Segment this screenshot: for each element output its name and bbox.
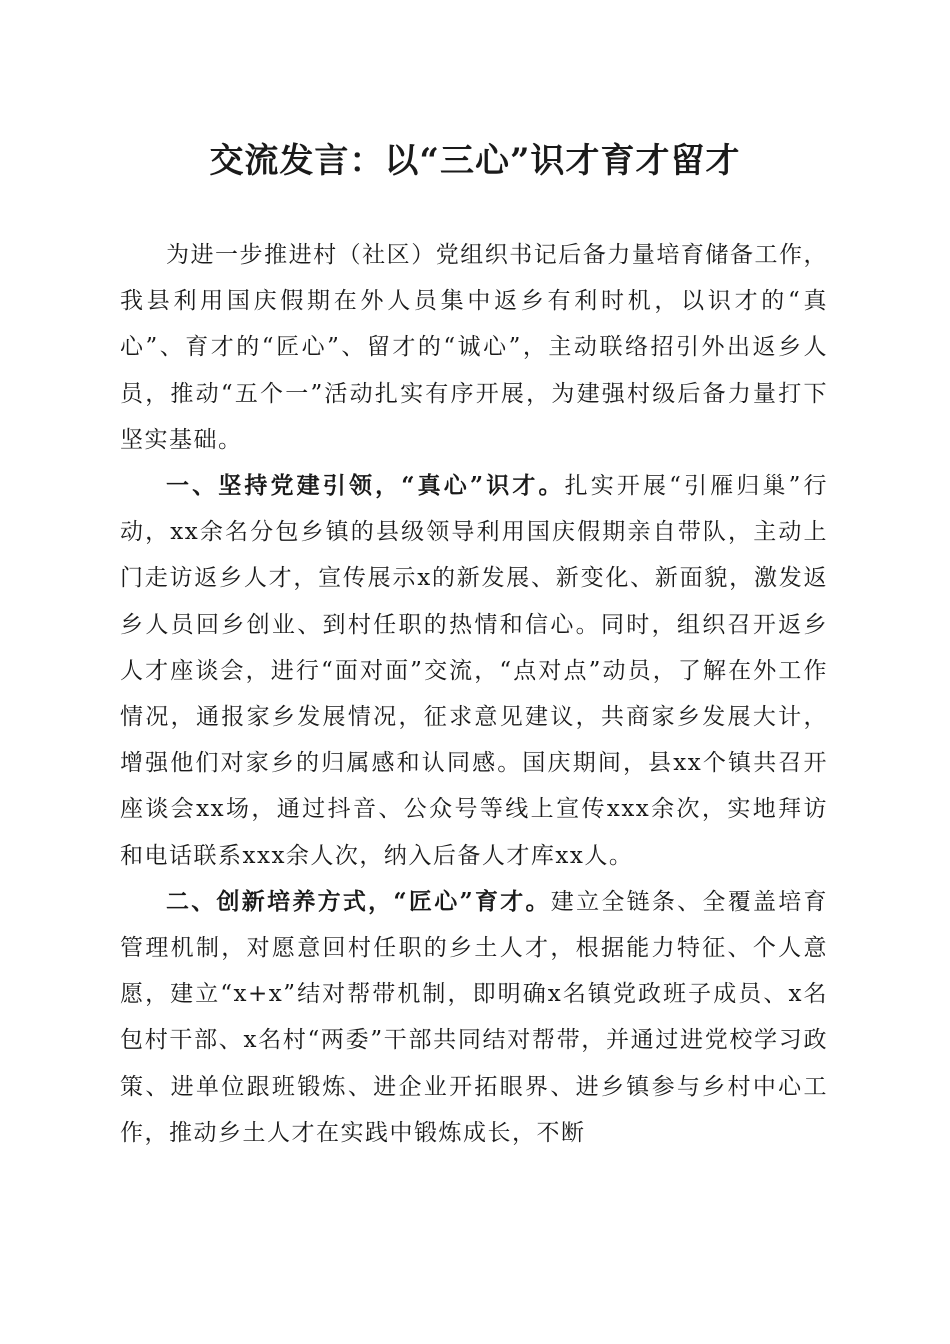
document-title: 交流发言：以“三心”识才育才留才 — [209, 141, 741, 181]
document-body — [120, 232, 828, 1156]
section-paragraph — [120, 463, 828, 879]
intro-paragraph: 为进一步推进村（社区）党组织书记后备力量培育储备工作，我县利用国庆假期在外人员集中返乡有利时机，以识才的“真心”、育才的“匠心”、留才的“诚心”，主动联络招引外出返乡人员，推动“五个一”活动扎实有序开展，为建强村级后备力量打下坚实基础。 — [120, 242, 828, 453]
section-paragraph — [120, 879, 828, 1156]
section-body: 建立全链条、全覆盖培育管理机制，对愿意回村任职的乡土人才，根据能力特征、个人意愿，建立“x+x”结对帮带机制，即明确x名镇党政班子成员、x名包村干部、x名村“两委”干部共同结对帮带，并通过进党校学习政策、进单位跟班锻炼、进企业开拓眼界、进乡镇参与乡村中心工作，推动乡土人才在实践中锻炼成长，不断 — [120, 888, 829, 1146]
section-body: 扎实开展“引雁归巢”行动，xx余名分包乡镇的县级领导利用国庆假期亲自带队，主动上门走访返乡人才，宣传展示x的新发展、新变化、新面貌，激发返乡人员回乡创业、到村任职的热情和信心。同时，组织召开返乡人才座谈会，进行“面对面”交流，“点对点”动员，了解在外工作情况，通报家乡发展情况，征求意见建议，共商家乡发展大计，增强他们对家乡的归属感和认同感。国庆期间，县xx个镇共召开座谈会xx场，通过抖音、公众号等线上宣传xxx余次，实地拜访和电话联系xxx余人次，纳入后备人才库xx人。 — [120, 473, 828, 869]
section-heading: 一、坚持党建引领，“真心”识才。 — [166, 472, 565, 500]
section-heading: 二、创新培养方式，“匠心”育才。 — [166, 887, 551, 915]
